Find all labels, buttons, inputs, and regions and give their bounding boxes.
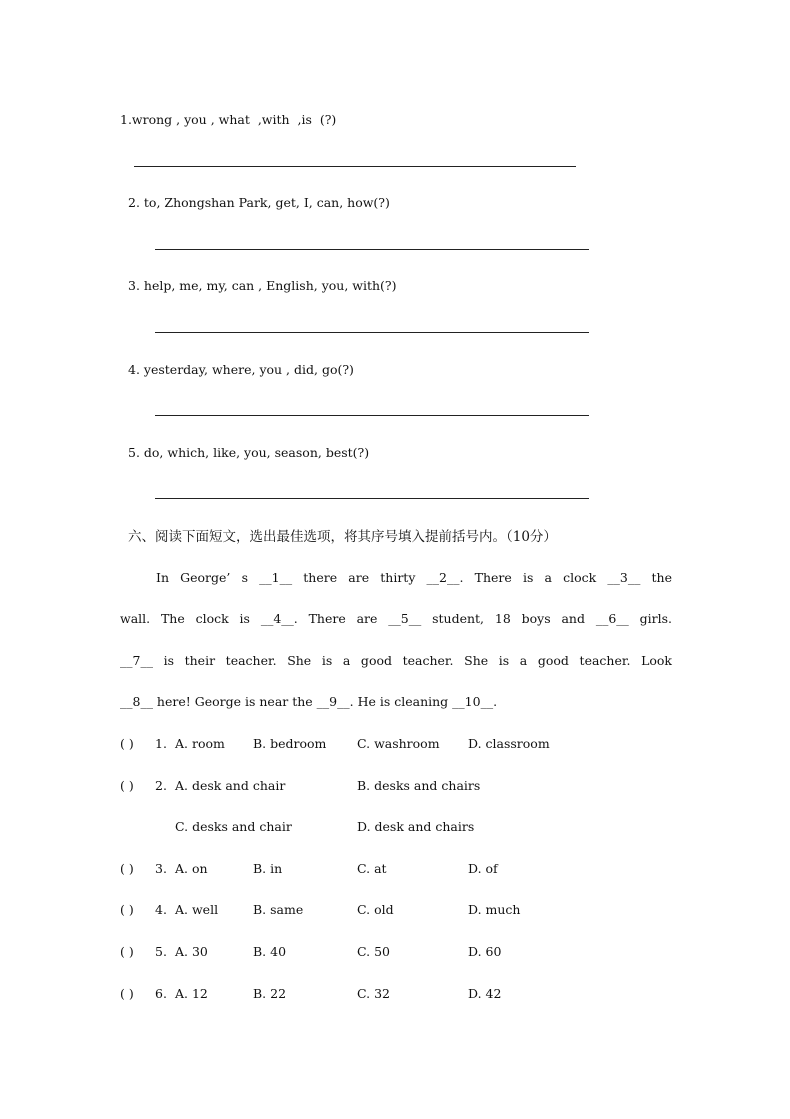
answer-line-3[interactable] [155,332,589,333]
answer-bracket[interactable]: ( ) [120,944,134,959]
option-c: C. at [357,861,387,876]
option-b: B. 22 [253,986,287,1001]
question-number: 6. [155,986,167,1001]
question-number: 2. [155,778,167,793]
option-a: A. 12 [175,986,208,1001]
option-d: D. classroom [468,736,550,751]
answer-line-1[interactable] [134,166,576,167]
answer-bracket[interactable]: ( ) [120,778,134,793]
option-b: B. bedroom [253,736,327,751]
option-d: D. 42 [468,986,502,1001]
reorder-item-5: 5. do, which, like, you, season, best(?) [128,445,370,460]
reorder-item-4: 4. yesterday, where, you , did, go(?) [128,362,354,377]
question-number: 1. [155,736,167,751]
passage-line-4: __8__ here! George is near the __9__. He is cleaning __10__. [120,694,498,709]
reorder-item-1: 1.wrong , you , what ,with ,is (?) [120,112,337,127]
option-a: A. desk and chair [175,778,286,793]
option-d: D. of [468,861,498,876]
reorder-item-3: 3. help, me, my, can , English, you, with(?) [128,278,397,293]
answer-line-4[interactable] [155,415,589,416]
option-c: C. desks and chair [175,819,292,834]
option-c: C. 50 [357,944,390,959]
question-number: 5. [155,944,167,959]
reorder-item-2: 2. to, Zhongshan Park, get, I, can, how(?) [128,195,390,210]
answer-bracket[interactable]: ( ) [120,902,134,917]
answer-bracket[interactable]: ( ) [120,861,134,876]
question-number: 4. [155,902,167,917]
passage-line-1: In George’ s __1__ there are thirty __2__. There is a clock __3__ the [156,570,672,585]
answer-bracket[interactable]: ( ) [120,736,134,751]
passage-line-2: wall. The clock is __4__. There are __5__ student, 18 boys and __6__ girls. [120,611,672,626]
answer-line-2[interactable] [155,249,589,250]
option-b: B. same [253,902,304,917]
option-d: D. much [468,902,521,917]
answer-bracket[interactable]: ( ) [120,986,134,1001]
question-number: 3. [155,861,167,876]
option-d: D. 60 [468,944,502,959]
option-d: D. desk and chairs [357,819,475,834]
option-c: C. washroom [357,736,440,751]
passage-line-3: __7__ is their teacher. She is a good teacher. She is a good teacher. Look [120,653,672,668]
option-a: A. room [175,736,225,751]
section-heading: 六、阅读下面短文，选出最佳选项，将其序号填入提前括号内。（10分） [128,529,557,545]
answer-line-5[interactable] [155,498,589,499]
option-b: B. in [253,861,283,876]
option-a: A. well [175,902,219,917]
option-b: B. 40 [253,944,287,959]
option-a: A. 30 [175,944,208,959]
option-c: C. old [357,902,394,917]
option-c: C. 32 [357,986,390,1001]
option-a: A. on [175,861,208,876]
option-b: B. desks and chairs [357,778,481,793]
